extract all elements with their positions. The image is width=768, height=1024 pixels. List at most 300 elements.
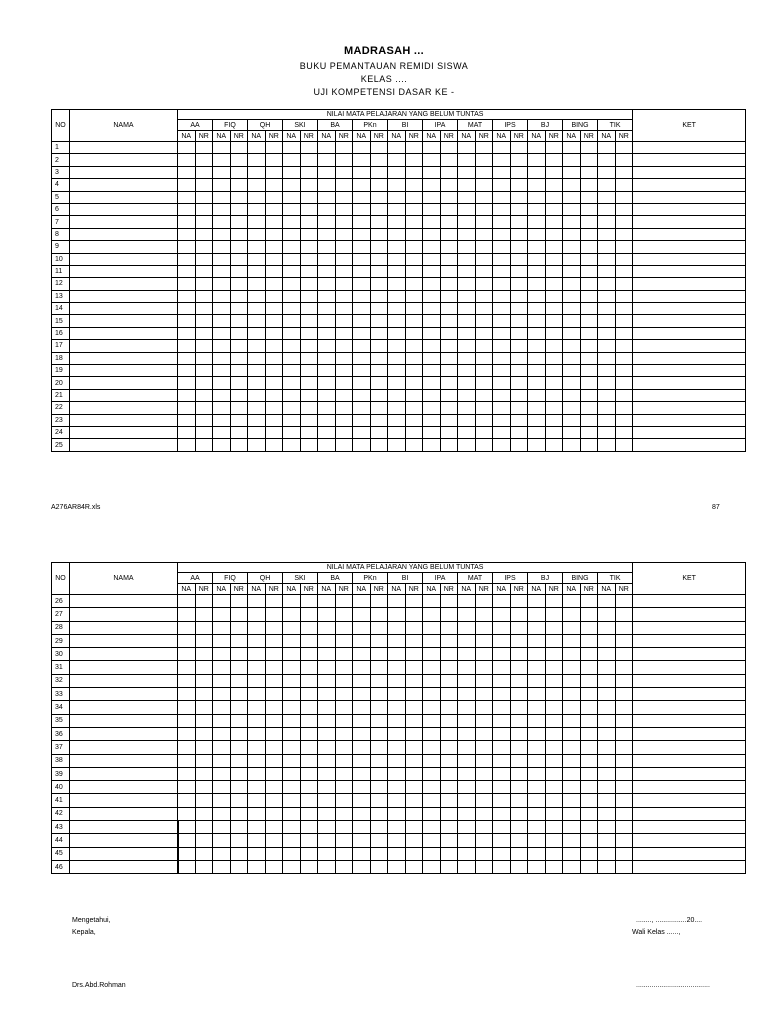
grade-cell[interactable]	[510, 821, 528, 834]
grade-cell[interactable]	[265, 303, 283, 315]
grade-cell[interactable]	[615, 807, 633, 820]
grade-cell[interactable]	[370, 352, 388, 364]
grade-cell[interactable]	[178, 327, 196, 339]
grade-cell[interactable]	[230, 727, 248, 740]
grade-cell[interactable]	[283, 414, 301, 426]
grade-cell[interactable]	[615, 203, 633, 215]
grade-cell[interactable]	[598, 166, 616, 178]
grade-cell[interactable]	[388, 439, 406, 451]
grade-cell[interactable]	[528, 191, 546, 203]
grade-cell[interactable]	[563, 166, 581, 178]
grade-cell[interactable]	[335, 365, 353, 377]
grade-cell[interactable]	[195, 290, 213, 302]
grade-cell[interactable]	[598, 228, 616, 240]
nama-cell[interactable]	[70, 142, 178, 154]
grade-cell[interactable]	[545, 847, 563, 860]
grade-cell[interactable]	[335, 265, 353, 277]
grade-cell[interactable]	[230, 595, 248, 608]
ket-cell[interactable]	[633, 634, 746, 647]
grade-cell[interactable]	[230, 860, 248, 873]
grade-cell[interactable]	[440, 648, 458, 661]
grade-cell[interactable]	[580, 807, 598, 820]
grade-cell[interactable]	[178, 834, 196, 847]
grade-cell[interactable]	[370, 303, 388, 315]
grade-cell[interactable]	[248, 595, 266, 608]
grade-cell[interactable]	[178, 241, 196, 253]
grade-cell[interactable]	[580, 648, 598, 661]
grade-cell[interactable]	[213, 621, 231, 634]
grade-cell[interactable]	[195, 216, 213, 228]
nama-cell[interactable]	[70, 634, 178, 647]
grade-cell[interactable]	[493, 154, 511, 166]
grade-cell[interactable]	[388, 179, 406, 191]
grade-cell[interactable]	[423, 714, 441, 727]
grade-cell[interactable]	[265, 608, 283, 621]
grade-cell[interactable]	[388, 377, 406, 389]
grade-cell[interactable]	[458, 327, 476, 339]
grade-cell[interactable]	[475, 847, 493, 860]
grade-cell[interactable]	[475, 821, 493, 834]
grade-cell[interactable]	[528, 402, 546, 414]
nama-cell[interactable]	[70, 701, 178, 714]
grade-cell[interactable]	[423, 834, 441, 847]
grade-cell[interactable]	[528, 303, 546, 315]
nama-cell[interactable]	[70, 439, 178, 451]
grade-cell[interactable]	[283, 714, 301, 727]
grade-cell[interactable]	[370, 727, 388, 740]
grade-cell[interactable]	[493, 701, 511, 714]
grade-cell[interactable]	[493, 166, 511, 178]
grade-cell[interactable]	[423, 265, 441, 277]
grade-cell[interactable]	[248, 241, 266, 253]
nama-cell[interactable]	[70, 352, 178, 364]
grade-cell[interactable]	[248, 365, 266, 377]
nama-cell[interactable]	[70, 595, 178, 608]
grade-cell[interactable]	[405, 216, 423, 228]
grade-cell[interactable]	[353, 191, 371, 203]
ket-cell[interactable]	[633, 701, 746, 714]
grade-cell[interactable]	[248, 727, 266, 740]
grade-cell[interactable]	[528, 767, 546, 780]
grade-cell[interactable]	[458, 688, 476, 701]
grade-cell[interactable]	[195, 142, 213, 154]
grade-cell[interactable]	[563, 727, 581, 740]
grade-cell[interactable]	[563, 179, 581, 191]
grade-cell[interactable]	[300, 265, 318, 277]
grade-cell[interactable]	[230, 621, 248, 634]
grade-cell[interactable]	[230, 154, 248, 166]
grade-cell[interactable]	[580, 714, 598, 727]
grade-cell[interactable]	[545, 426, 563, 438]
grade-cell[interactable]	[248, 860, 266, 873]
grade-cell[interactable]	[283, 634, 301, 647]
grade-cell[interactable]	[528, 166, 546, 178]
grade-cell[interactable]	[545, 661, 563, 674]
grade-cell[interactable]	[248, 278, 266, 290]
ket-cell[interactable]	[633, 265, 746, 277]
grade-cell[interactable]	[248, 315, 266, 327]
grade-cell[interactable]	[458, 781, 476, 794]
grade-cell[interactable]	[213, 414, 231, 426]
grade-cell[interactable]	[440, 365, 458, 377]
grade-cell[interactable]	[493, 365, 511, 377]
ket-cell[interactable]	[633, 340, 746, 352]
grade-cell[interactable]	[195, 241, 213, 253]
grade-cell[interactable]	[178, 303, 196, 315]
grade-cell[interactable]	[528, 688, 546, 701]
ket-cell[interactable]	[633, 377, 746, 389]
grade-cell[interactable]	[528, 327, 546, 339]
nama-cell[interactable]	[70, 154, 178, 166]
grade-cell[interactable]	[318, 191, 336, 203]
grade-cell[interactable]	[318, 608, 336, 621]
grade-cell[interactable]	[300, 767, 318, 780]
grade-cell[interactable]	[370, 315, 388, 327]
grade-cell[interactable]	[510, 426, 528, 438]
grade-cell[interactable]	[283, 142, 301, 154]
grade-cell[interactable]	[370, 191, 388, 203]
grade-cell[interactable]	[178, 634, 196, 647]
grade-cell[interactable]	[300, 352, 318, 364]
grade-cell[interactable]	[580, 834, 598, 847]
grade-cell[interactable]	[318, 290, 336, 302]
grade-cell[interactable]	[388, 661, 406, 674]
grade-cell[interactable]	[318, 179, 336, 191]
nama-cell[interactable]	[70, 278, 178, 290]
grade-cell[interactable]	[318, 595, 336, 608]
grade-cell[interactable]	[598, 860, 616, 873]
grade-cell[interactable]	[580, 179, 598, 191]
grade-cell[interactable]	[230, 608, 248, 621]
grade-cell[interactable]	[510, 327, 528, 339]
grade-cell[interactable]	[580, 847, 598, 860]
grade-cell[interactable]	[300, 191, 318, 203]
grade-cell[interactable]	[545, 352, 563, 364]
grade-cell[interactable]	[300, 794, 318, 807]
ket-cell[interactable]	[633, 661, 746, 674]
grade-cell[interactable]	[475, 860, 493, 873]
nama-cell[interactable]	[70, 216, 178, 228]
grade-cell[interactable]	[370, 253, 388, 265]
grade-cell[interactable]	[230, 166, 248, 178]
grade-cell[interactable]	[510, 216, 528, 228]
grade-cell[interactable]	[265, 426, 283, 438]
grade-cell[interactable]	[283, 754, 301, 767]
grade-cell[interactable]	[440, 414, 458, 426]
grade-cell[interactable]	[335, 648, 353, 661]
nama-cell[interactable]	[70, 860, 178, 873]
grade-cell[interactable]	[213, 327, 231, 339]
ket-cell[interactable]	[633, 278, 746, 290]
grade-cell[interactable]	[545, 414, 563, 426]
grade-cell[interactable]	[440, 661, 458, 674]
nama-cell[interactable]	[70, 674, 178, 687]
grade-cell[interactable]	[598, 142, 616, 154]
grade-cell[interactable]	[510, 340, 528, 352]
grade-cell[interactable]	[213, 166, 231, 178]
grade-cell[interactable]	[580, 327, 598, 339]
ket-cell[interactable]	[633, 688, 746, 701]
grade-cell[interactable]	[388, 621, 406, 634]
grade-cell[interactable]	[283, 701, 301, 714]
grade-cell[interactable]	[370, 414, 388, 426]
grade-cell[interactable]	[265, 290, 283, 302]
grade-cell[interactable]	[318, 426, 336, 438]
grade-cell[interactable]	[335, 634, 353, 647]
grade-cell[interactable]	[475, 767, 493, 780]
grade-cell[interactable]	[230, 661, 248, 674]
grade-cell[interactable]	[545, 142, 563, 154]
grade-cell[interactable]	[248, 327, 266, 339]
grade-cell[interactable]	[300, 290, 318, 302]
grade-cell[interactable]	[230, 754, 248, 767]
grade-cell[interactable]	[528, 807, 546, 820]
grade-cell[interactable]	[598, 290, 616, 302]
grade-cell[interactable]	[405, 741, 423, 754]
grade-cell[interactable]	[440, 754, 458, 767]
grade-cell[interactable]	[545, 727, 563, 740]
nama-cell[interactable]	[70, 414, 178, 426]
grade-cell[interactable]	[475, 634, 493, 647]
nama-cell[interactable]	[70, 767, 178, 780]
grade-cell[interactable]	[458, 634, 476, 647]
grade-cell[interactable]	[353, 278, 371, 290]
grade-cell[interactable]	[615, 327, 633, 339]
grade-cell[interactable]	[510, 377, 528, 389]
grade-cell[interactable]	[195, 701, 213, 714]
grade-cell[interactable]	[388, 414, 406, 426]
grade-cell[interactable]	[388, 402, 406, 414]
grade-cell[interactable]	[423, 414, 441, 426]
grade-cell[interactable]	[353, 727, 371, 740]
grade-cell[interactable]	[615, 154, 633, 166]
grade-cell[interactable]	[528, 426, 546, 438]
grade-cell[interactable]	[213, 191, 231, 203]
grade-cell[interactable]	[388, 142, 406, 154]
nama-cell[interactable]	[70, 228, 178, 240]
grade-cell[interactable]	[300, 860, 318, 873]
grade-cell[interactable]	[195, 794, 213, 807]
grade-cell[interactable]	[248, 794, 266, 807]
grade-cell[interactable]	[265, 674, 283, 687]
grade-cell[interactable]	[230, 303, 248, 315]
grade-cell[interactable]	[615, 794, 633, 807]
grade-cell[interactable]	[213, 860, 231, 873]
grade-cell[interactable]	[318, 674, 336, 687]
grade-cell[interactable]	[213, 608, 231, 621]
grade-cell[interactable]	[248, 352, 266, 364]
grade-cell[interactable]	[248, 688, 266, 701]
grade-cell[interactable]	[335, 166, 353, 178]
grade-cell[interactable]	[405, 340, 423, 352]
grade-cell[interactable]	[510, 807, 528, 820]
grade-cell[interactable]	[248, 340, 266, 352]
grade-cell[interactable]	[353, 179, 371, 191]
grade-cell[interactable]	[335, 142, 353, 154]
grade-cell[interactable]	[440, 727, 458, 740]
grade-cell[interactable]	[615, 340, 633, 352]
grade-cell[interactable]	[563, 741, 581, 754]
grade-cell[interactable]	[528, 290, 546, 302]
grade-cell[interactable]	[493, 315, 511, 327]
grade-cell[interactable]	[370, 661, 388, 674]
grade-cell[interactable]	[230, 327, 248, 339]
grade-cell[interactable]	[475, 674, 493, 687]
grade-cell[interactable]	[318, 142, 336, 154]
grade-cell[interactable]	[458, 426, 476, 438]
grade-cell[interactable]	[440, 781, 458, 794]
grade-cell[interactable]	[458, 340, 476, 352]
grade-cell[interactable]	[300, 203, 318, 215]
grade-cell[interactable]	[563, 142, 581, 154]
grade-cell[interactable]	[388, 352, 406, 364]
grade-cell[interactable]	[283, 621, 301, 634]
grade-cell[interactable]	[598, 595, 616, 608]
grade-cell[interactable]	[265, 439, 283, 451]
grade-cell[interactable]	[178, 389, 196, 401]
grade-cell[interactable]	[405, 303, 423, 315]
grade-cell[interactable]	[510, 621, 528, 634]
grade-cell[interactable]	[615, 179, 633, 191]
grade-cell[interactable]	[563, 648, 581, 661]
grade-cell[interactable]	[388, 253, 406, 265]
grade-cell[interactable]	[370, 860, 388, 873]
grade-cell[interactable]	[510, 754, 528, 767]
grade-cell[interactable]	[475, 426, 493, 438]
grade-cell[interactable]	[580, 767, 598, 780]
grade-cell[interactable]	[405, 674, 423, 687]
grade-cell[interactable]	[528, 648, 546, 661]
grade-cell[interactable]	[423, 191, 441, 203]
grade-cell[interactable]	[388, 327, 406, 339]
grade-cell[interactable]	[598, 352, 616, 364]
grade-cell[interactable]	[528, 741, 546, 754]
grade-cell[interactable]	[178, 847, 196, 860]
grade-cell[interactable]	[300, 426, 318, 438]
grade-cell[interactable]	[230, 821, 248, 834]
grade-cell[interactable]	[580, 216, 598, 228]
grade-cell[interactable]	[300, 278, 318, 290]
grade-cell[interactable]	[318, 228, 336, 240]
ket-cell[interactable]	[633, 253, 746, 265]
grade-cell[interactable]	[545, 714, 563, 727]
grade-cell[interactable]	[458, 253, 476, 265]
grade-cell[interactable]	[230, 634, 248, 647]
grade-cell[interactable]	[265, 253, 283, 265]
ket-cell[interactable]	[633, 821, 746, 834]
grade-cell[interactable]	[528, 781, 546, 794]
grade-cell[interactable]	[598, 834, 616, 847]
grade-cell[interactable]	[388, 154, 406, 166]
grade-cell[interactable]	[580, 154, 598, 166]
grade-cell[interactable]	[580, 674, 598, 687]
grade-cell[interactable]	[300, 303, 318, 315]
grade-cell[interactable]	[318, 621, 336, 634]
grade-cell[interactable]	[545, 807, 563, 820]
grade-cell[interactable]	[475, 377, 493, 389]
grade-cell[interactable]	[370, 365, 388, 377]
grade-cell[interactable]	[178, 741, 196, 754]
grade-cell[interactable]	[440, 179, 458, 191]
grade-cell[interactable]	[335, 216, 353, 228]
grade-cell[interactable]	[563, 426, 581, 438]
grade-cell[interactable]	[248, 265, 266, 277]
grade-cell[interactable]	[195, 365, 213, 377]
grade-cell[interactable]	[318, 648, 336, 661]
grade-cell[interactable]	[598, 278, 616, 290]
grade-cell[interactable]	[283, 794, 301, 807]
grade-cell[interactable]	[265, 714, 283, 727]
grade-cell[interactable]	[493, 860, 511, 873]
grade-cell[interactable]	[265, 166, 283, 178]
grade-cell[interactable]	[353, 377, 371, 389]
grade-cell[interactable]	[493, 228, 511, 240]
grade-cell[interactable]	[545, 674, 563, 687]
grade-cell[interactable]	[615, 377, 633, 389]
grade-cell[interactable]	[563, 377, 581, 389]
grade-cell[interactable]	[318, 634, 336, 647]
grade-cell[interactable]	[405, 426, 423, 438]
grade-cell[interactable]	[178, 154, 196, 166]
grade-cell[interactable]	[545, 821, 563, 834]
grade-cell[interactable]	[265, 821, 283, 834]
grade-cell[interactable]	[423, 754, 441, 767]
grade-cell[interactable]	[528, 727, 546, 740]
grade-cell[interactable]	[248, 216, 266, 228]
grade-cell[interactable]	[178, 821, 196, 834]
grade-cell[interactable]	[528, 377, 546, 389]
grade-cell[interactable]	[423, 860, 441, 873]
grade-cell[interactable]	[178, 860, 196, 873]
ket-cell[interactable]	[633, 860, 746, 873]
grade-cell[interactable]	[195, 315, 213, 327]
grade-cell[interactable]	[370, 821, 388, 834]
grade-cell[interactable]	[580, 688, 598, 701]
grade-cell[interactable]	[598, 203, 616, 215]
grade-cell[interactable]	[283, 807, 301, 820]
grade-cell[interactable]	[510, 166, 528, 178]
grade-cell[interactable]	[563, 265, 581, 277]
grade-cell[interactable]	[493, 727, 511, 740]
grade-cell[interactable]	[283, 834, 301, 847]
grade-cell[interactable]	[615, 216, 633, 228]
grade-cell[interactable]	[370, 767, 388, 780]
grade-cell[interactable]	[510, 439, 528, 451]
grade-cell[interactable]	[318, 688, 336, 701]
grade-cell[interactable]	[178, 794, 196, 807]
grade-cell[interactable]	[195, 674, 213, 687]
grade-cell[interactable]	[493, 402, 511, 414]
grade-cell[interactable]	[213, 807, 231, 820]
grade-cell[interactable]	[615, 290, 633, 302]
grade-cell[interactable]	[528, 860, 546, 873]
grade-cell[interactable]	[423, 688, 441, 701]
grade-cell[interactable]	[615, 834, 633, 847]
grade-cell[interactable]	[510, 727, 528, 740]
grade-cell[interactable]	[545, 402, 563, 414]
grade-cell[interactable]	[195, 389, 213, 401]
grade-cell[interactable]	[475, 179, 493, 191]
grade-cell[interactable]	[388, 727, 406, 740]
grade-cell[interactable]	[528, 142, 546, 154]
grade-cell[interactable]	[318, 821, 336, 834]
grade-cell[interactable]	[283, 327, 301, 339]
grade-cell[interactable]	[230, 741, 248, 754]
grade-cell[interactable]	[370, 807, 388, 820]
grade-cell[interactable]	[563, 439, 581, 451]
grade-cell[interactable]	[528, 203, 546, 215]
grade-cell[interactable]	[353, 402, 371, 414]
